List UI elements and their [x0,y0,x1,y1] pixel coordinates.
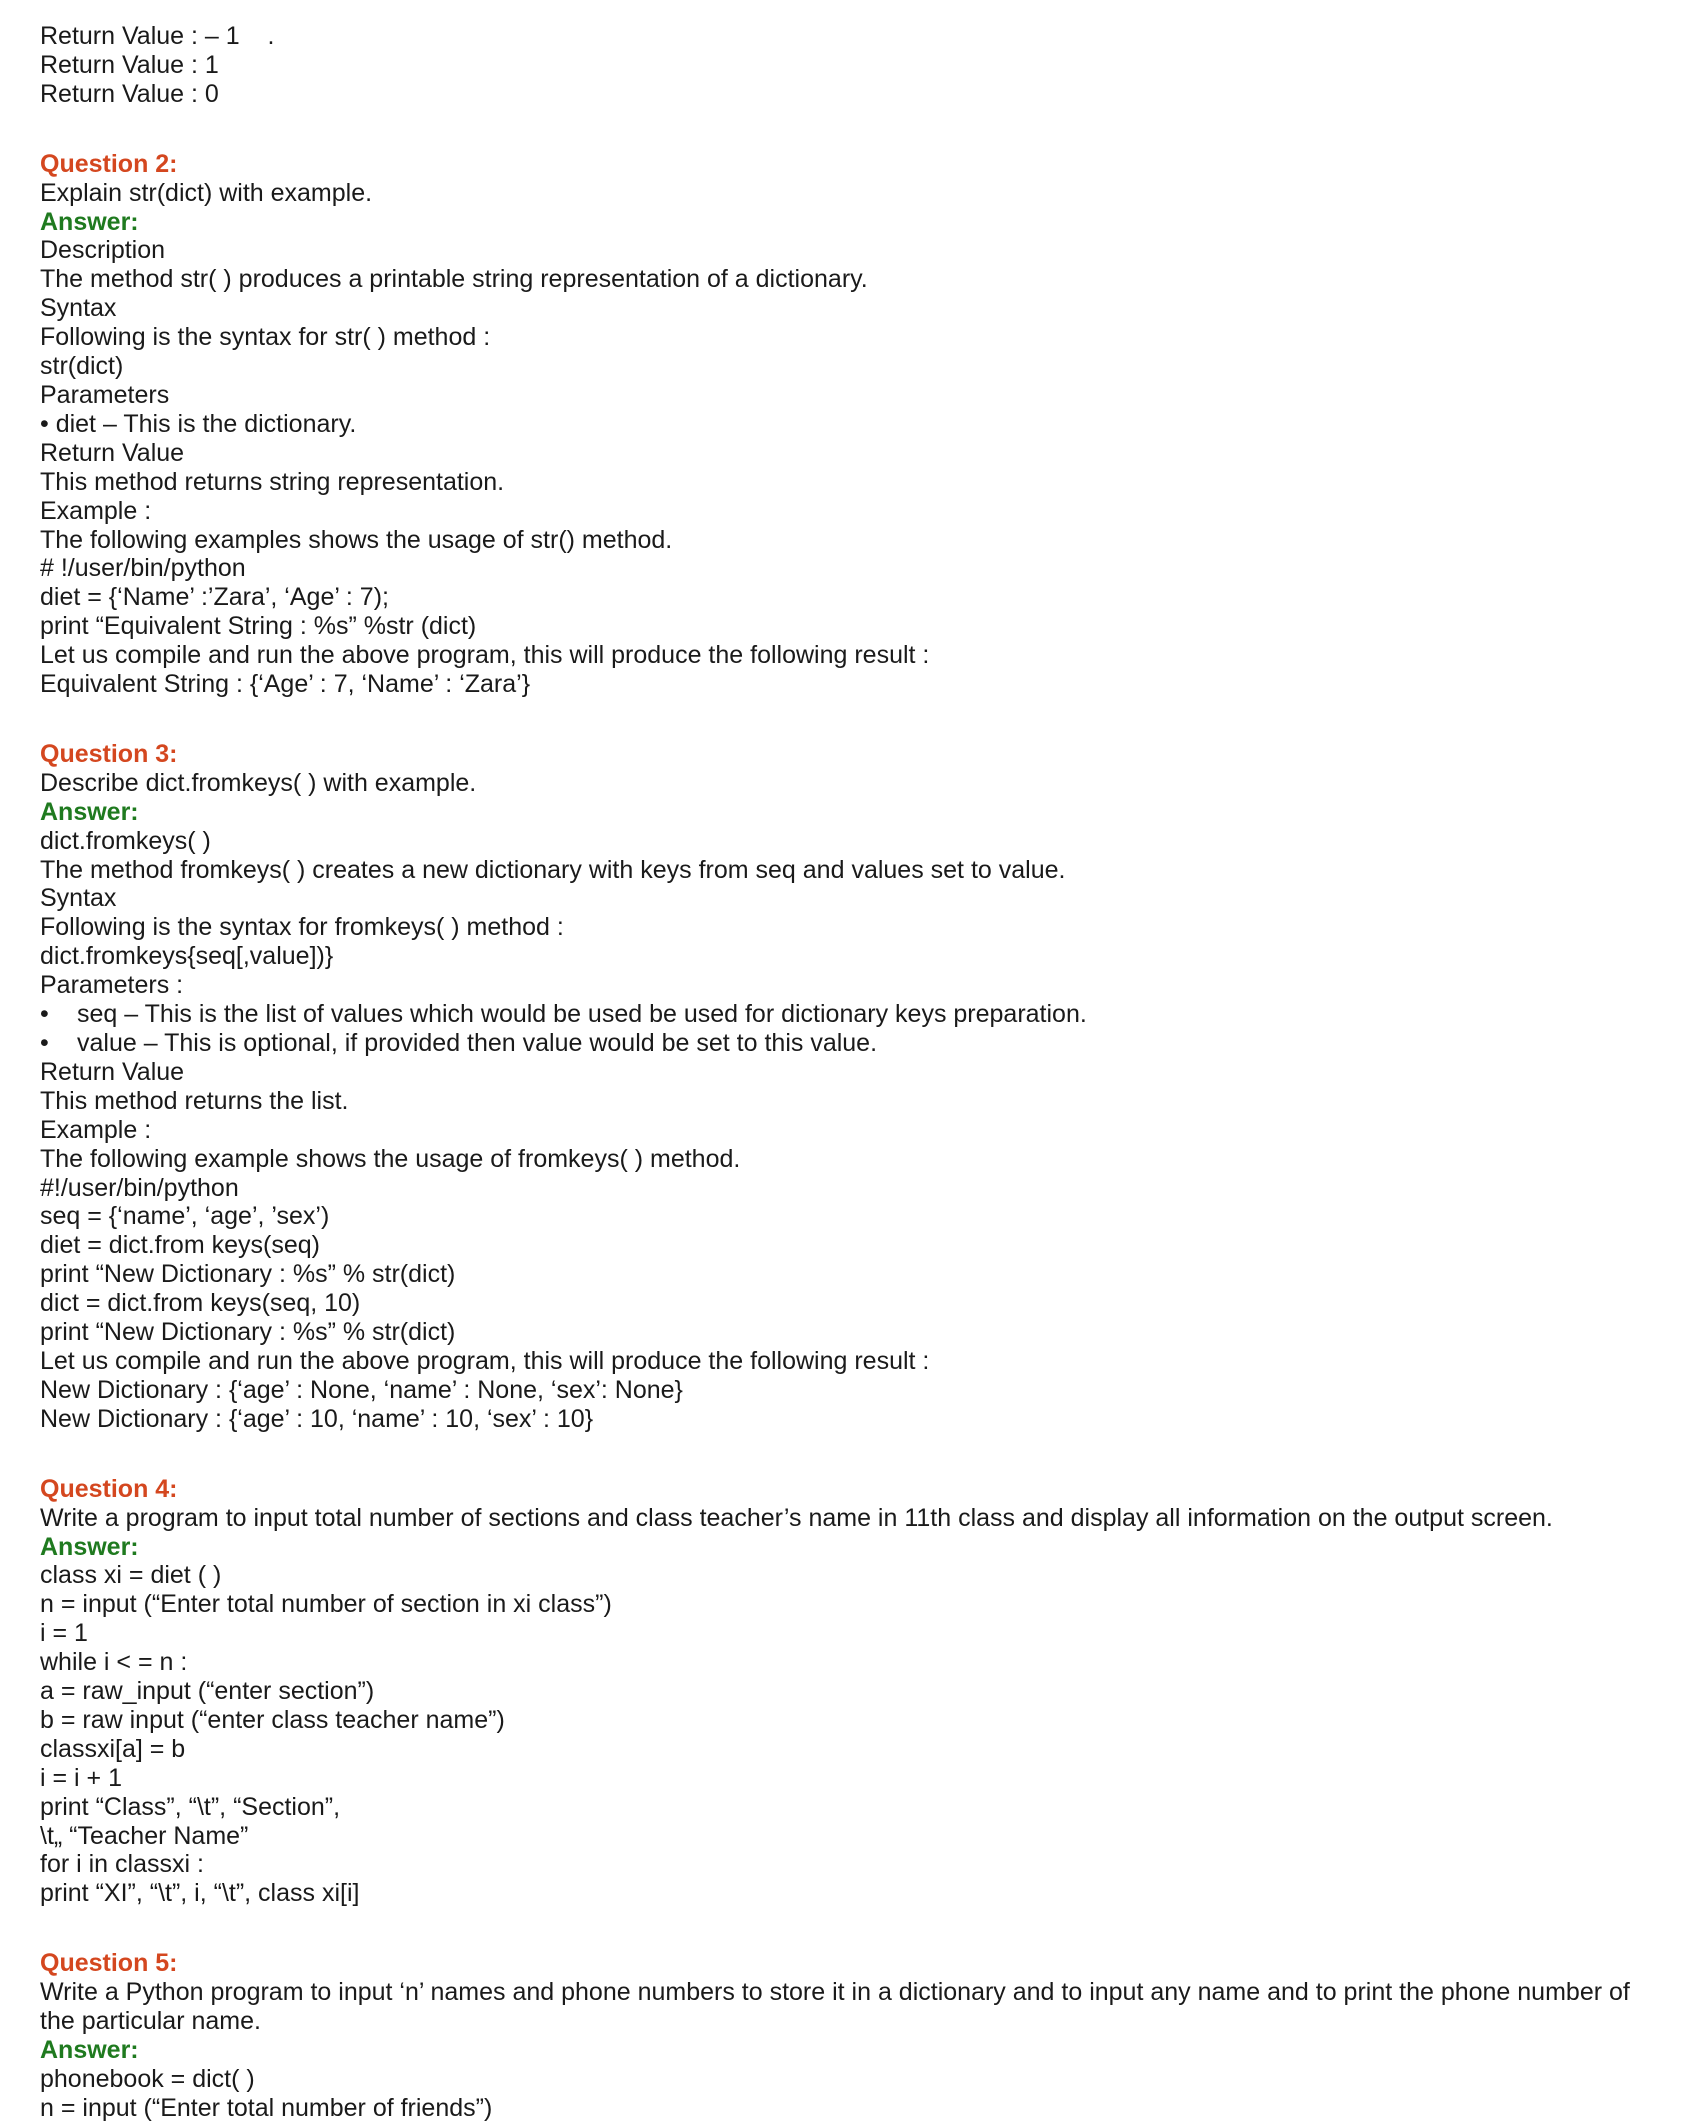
text-line: Return Value [40,1057,185,1086]
text-line: dict.fromkeys( ) [40,826,211,855]
question-text: Write a Python program to input ‘n’ names and phone numbers to store it in a dictionary and to input any name and to print the phone number of the particular name. [40,1978,1637,2036]
code-line: n = input (“Enter total number of section in xi class”) [40,1590,612,1619]
answer-body [40,236,1660,699]
text-line: Return Value : – 1 . [40,22,275,50]
answer-label: Answer: [40,797,139,826]
question-text: Write a program to input total number of sections and class teacher’s name in 11th class and display all information on the output screen. [40,1503,1553,1532]
answer-label: Answer: [40,1532,139,1561]
answer-label: Answer: [40,2036,139,2064]
text-line: Let us compile and run the above program, this will produce the following result : [40,1346,930,1375]
text-line: print “Equivalent String : %s” %str (dict) [40,612,477,641]
text-line: This method returns string representation. [40,467,505,496]
answer-label: Answer: [40,207,139,236]
question-heading: Question 3: [40,739,178,768]
code-line: class xi = diet ( ) [40,1561,222,1590]
code-line: i = 1 [40,1619,88,1648]
question-5-section [40,1949,1660,2122]
code-line: b = raw input (“enter class teacher name”) [40,1705,505,1734]
text-line: This method returns the list. [40,1086,349,1115]
code-line: a = raw_input (“enter section”) [40,1677,375,1706]
code-line: i = i + 1 [40,1763,122,1792]
question-2-section [40,150,1660,699]
code-line: n = input (“Enter total number of friends”) [40,2093,493,2122]
text-line: Equivalent String : {‘Age’ : 7, ‘Name’ : ‘Zara’} [40,670,531,699]
text-line: seq = {‘name’, ‘age’, ’sex’) [40,1202,330,1231]
question-text: Describe dict.fromkeys( ) with example. [40,768,477,797]
question-heading: Question 5: [40,1949,178,1978]
text-line: diet = dict.from keys(seq) [40,1231,320,1260]
question-heading: Question 4: [40,1474,178,1503]
question-4-section [40,1475,1660,1909]
code-line: \t„ “Teacher Name” [40,1821,249,1850]
text-line: Parameters : [40,971,184,1000]
code-line: phonebook = dict( ) [40,2064,255,2093]
question-text: Explain str(dict) with example. [40,178,373,207]
text-line: diet = {‘Name’ :’Zara’, ‘Age’ : 7); [40,583,389,612]
text-line: Following is the syntax for fromkeys( ) method : [40,913,564,942]
text-line: dict = dict.from keys(seq, 10) [40,1289,361,1318]
text-line: str(dict) [40,352,124,381]
question-heading: Question 2: [40,149,178,178]
answer-body [40,827,1660,1434]
text-line: New Dictionary : {‘age’ : None, ‘name’ : None, ‘sex’: None} [40,1375,683,1404]
text-line: The method fromkeys( ) creates a new dictionary with keys from seq and values set to value. [40,855,1066,884]
code-line: print “Class”, “\t”, “Section”, [40,1792,341,1821]
text-line: #!/user/bin/python [40,1173,239,1202]
text-line: The following example shows the usage of fromkeys( ) method. [40,1144,741,1173]
document-page [40,22,1660,2123]
text-line: Return Value : 0 [40,79,219,108]
text-line: The method str( ) produces a printable string representation of a dictionary. [40,265,868,294]
text-line: Example : [40,496,152,525]
code-line: for i in classxi : [40,1850,204,1879]
text-line: • diet – This is the dictionary. [40,409,357,438]
code-line: classxi[a] = b [40,1734,186,1763]
answer-body [40,1561,1660,1908]
text-line: Return Value [40,438,185,467]
question-3-section [40,740,1660,1434]
text-line: Let us compile and run the above program, this will produce the following result : [40,641,930,670]
text-line: Following is the syntax for str( ) method : [40,323,491,352]
top-return-values [40,22,1660,109]
text-line: print “New Dictionary : %s” % str(dict) [40,1318,456,1347]
text-line: The following examples shows the usage of str() method. [40,525,673,554]
bullet-item: • seq – This is the list of values which would be used be used for dictionary keys preparation. [40,1000,1660,1029]
code-line: print “XI”, “\t”, i, “\t”, class xi[i] [40,1879,360,1908]
code-line: while i < = n : [40,1648,188,1677]
text-line: print “New Dictionary : %s” % str(dict) [40,1260,456,1289]
answer-body [40,2065,1660,2123]
text-line: Syntax [40,884,117,913]
text-line: Example : [40,1115,152,1144]
text-line: Description [40,236,166,265]
bullet-item: • value – This is optional, if provided then value would be set to this value. [40,1029,1660,1058]
text-line: dict.fromkeys{seq[,value])} [40,942,334,971]
text-line: Parameters [40,380,170,409]
text-line: Syntax [40,294,117,323]
text-line: # !/user/bin/python [40,554,246,583]
text-line: New Dictionary : {‘age’ : 10, ‘name’ : 10, ‘sex’ : 10} [40,1404,594,1433]
text-line: Return Value : 1 [40,50,219,79]
